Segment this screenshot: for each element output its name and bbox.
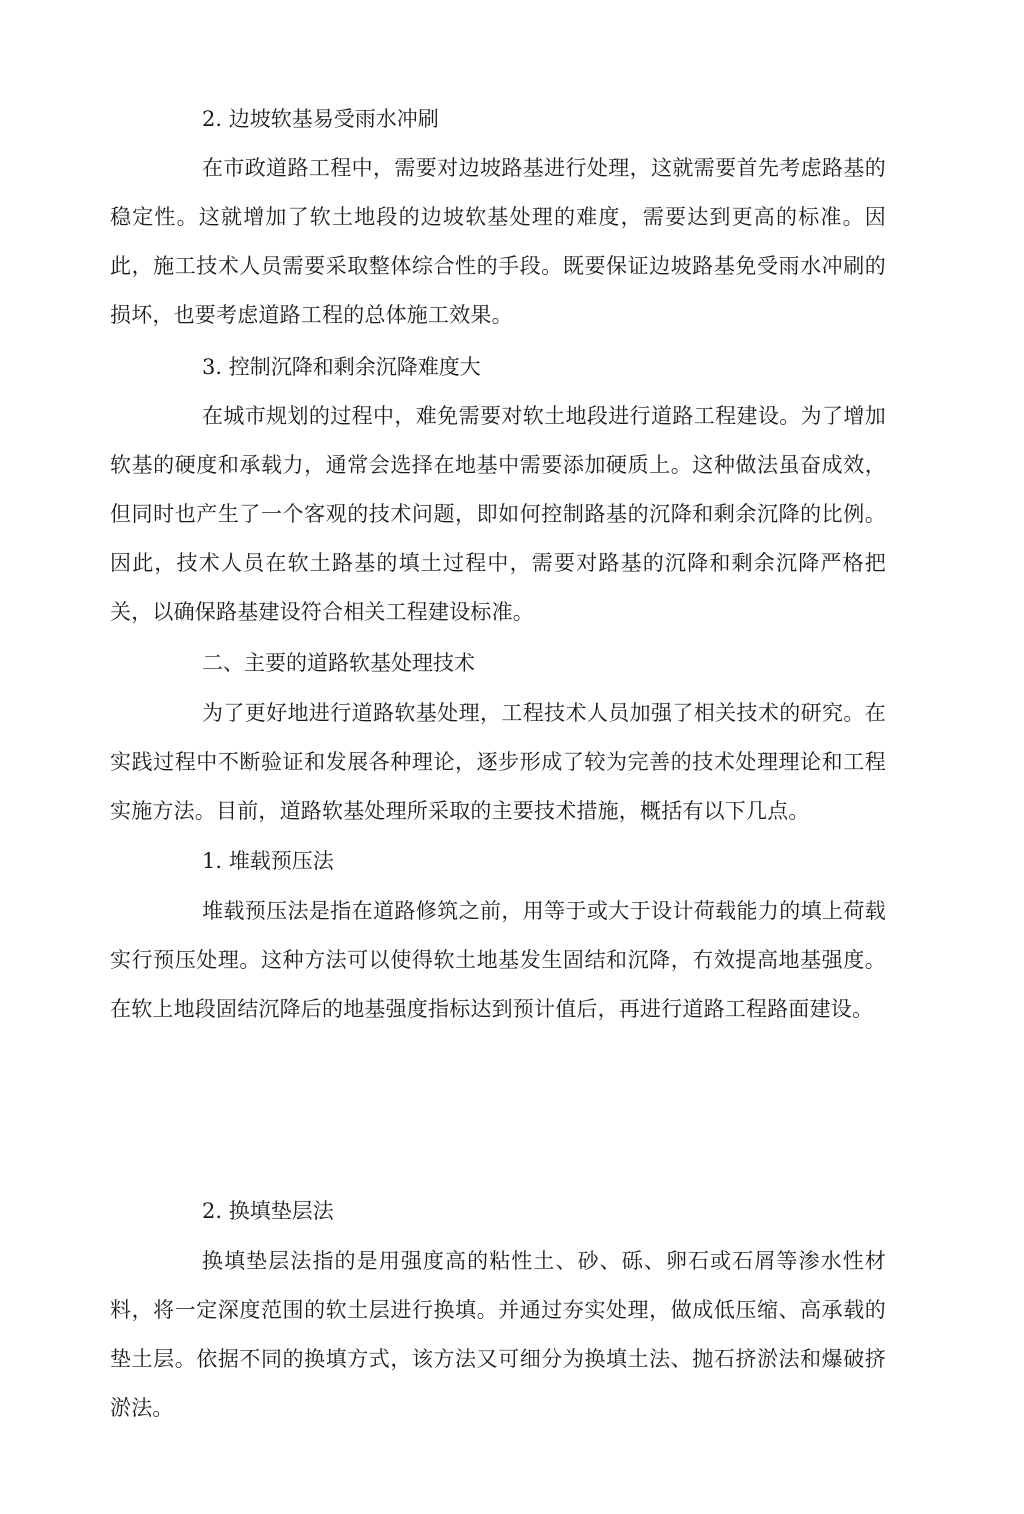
paragraph-replacement-cushion: 换填垫层法指的是用强度高的粘性土、砂、砾、卵石或石屑等渗水性材料，将一定深度范围的软土层进行换填。并通过夯实处理，做成低压缩、高承载的垫土层。依据不同的换填方式，该方法又可细分为换填土法、抛石挤淤法和爆破挤淤法。	[110, 1249, 886, 1420]
paragraph-surcharge-preloading: 堆载预压法是指在道路修筑之前，用等于或大于设计荷载能力的填上荷载实行预压处理。这种方法可以使得软土地基发生固结和沉降，冇效提高地基强度。在软上地段固结沉降后的地基强度指标达到预计值后，再进行道路工程路面建设。	[110, 899, 886, 1021]
section-heading-settlement-control: 3. 控制沉降和剩余沉降难度大	[202, 355, 481, 379]
paragraph-settlement-control: 在城市规划的过程中，难免需要对软土地段进行道路工程建设。为了增加软基的硬度和承载力，通常会选择在地基中需要添加硬质上。这种做法虽奋成效，但同时也产生了一个客观的技术问题，即如何控制路基的沉降和剩余沉降的比例。因此，技术人员在软土路基的填土过程中，需要对路基的沉降和剩余沉降严格把关，以确保路基建设符合相关工程建设标准。	[110, 404, 886, 624]
section-heading-slope-erosion: 2. 边坡软基易受雨水冲刷	[202, 107, 439, 131]
section-heading-replacement-cushion: 2. 换填垫层法	[202, 1199, 334, 1223]
paragraph-main-techniques: 为了更好地进行道路软基处理，工程技术人员加强了相关技术的研究。在实践过程中不断验证和发展各种理论，逐步形成了较为完善的技术处理理论和工程实施方法。目前，道路软基处理所采取的主要技术措施，概括有以下几点。	[110, 701, 886, 823]
paragraph-slope-erosion: 在市政道路工程中，需要对边坡路基进行处理，这就需要首先考虑路基的稳定性。这就增加了软土地段的边坡软基处理的难度，需要达到更高的标准。因此，施工技术人员需要采取整体综合性的手段。既要保证边坡路基免受雨水冲刷的损坏，也要考虑道路工程的总体施工效果。	[110, 156, 886, 327]
section-heading-surcharge-preloading: 1. 堆载预压法	[202, 849, 334, 873]
section-heading-main-techniques: 二、主要的道路软基处理技术	[202, 651, 475, 675]
